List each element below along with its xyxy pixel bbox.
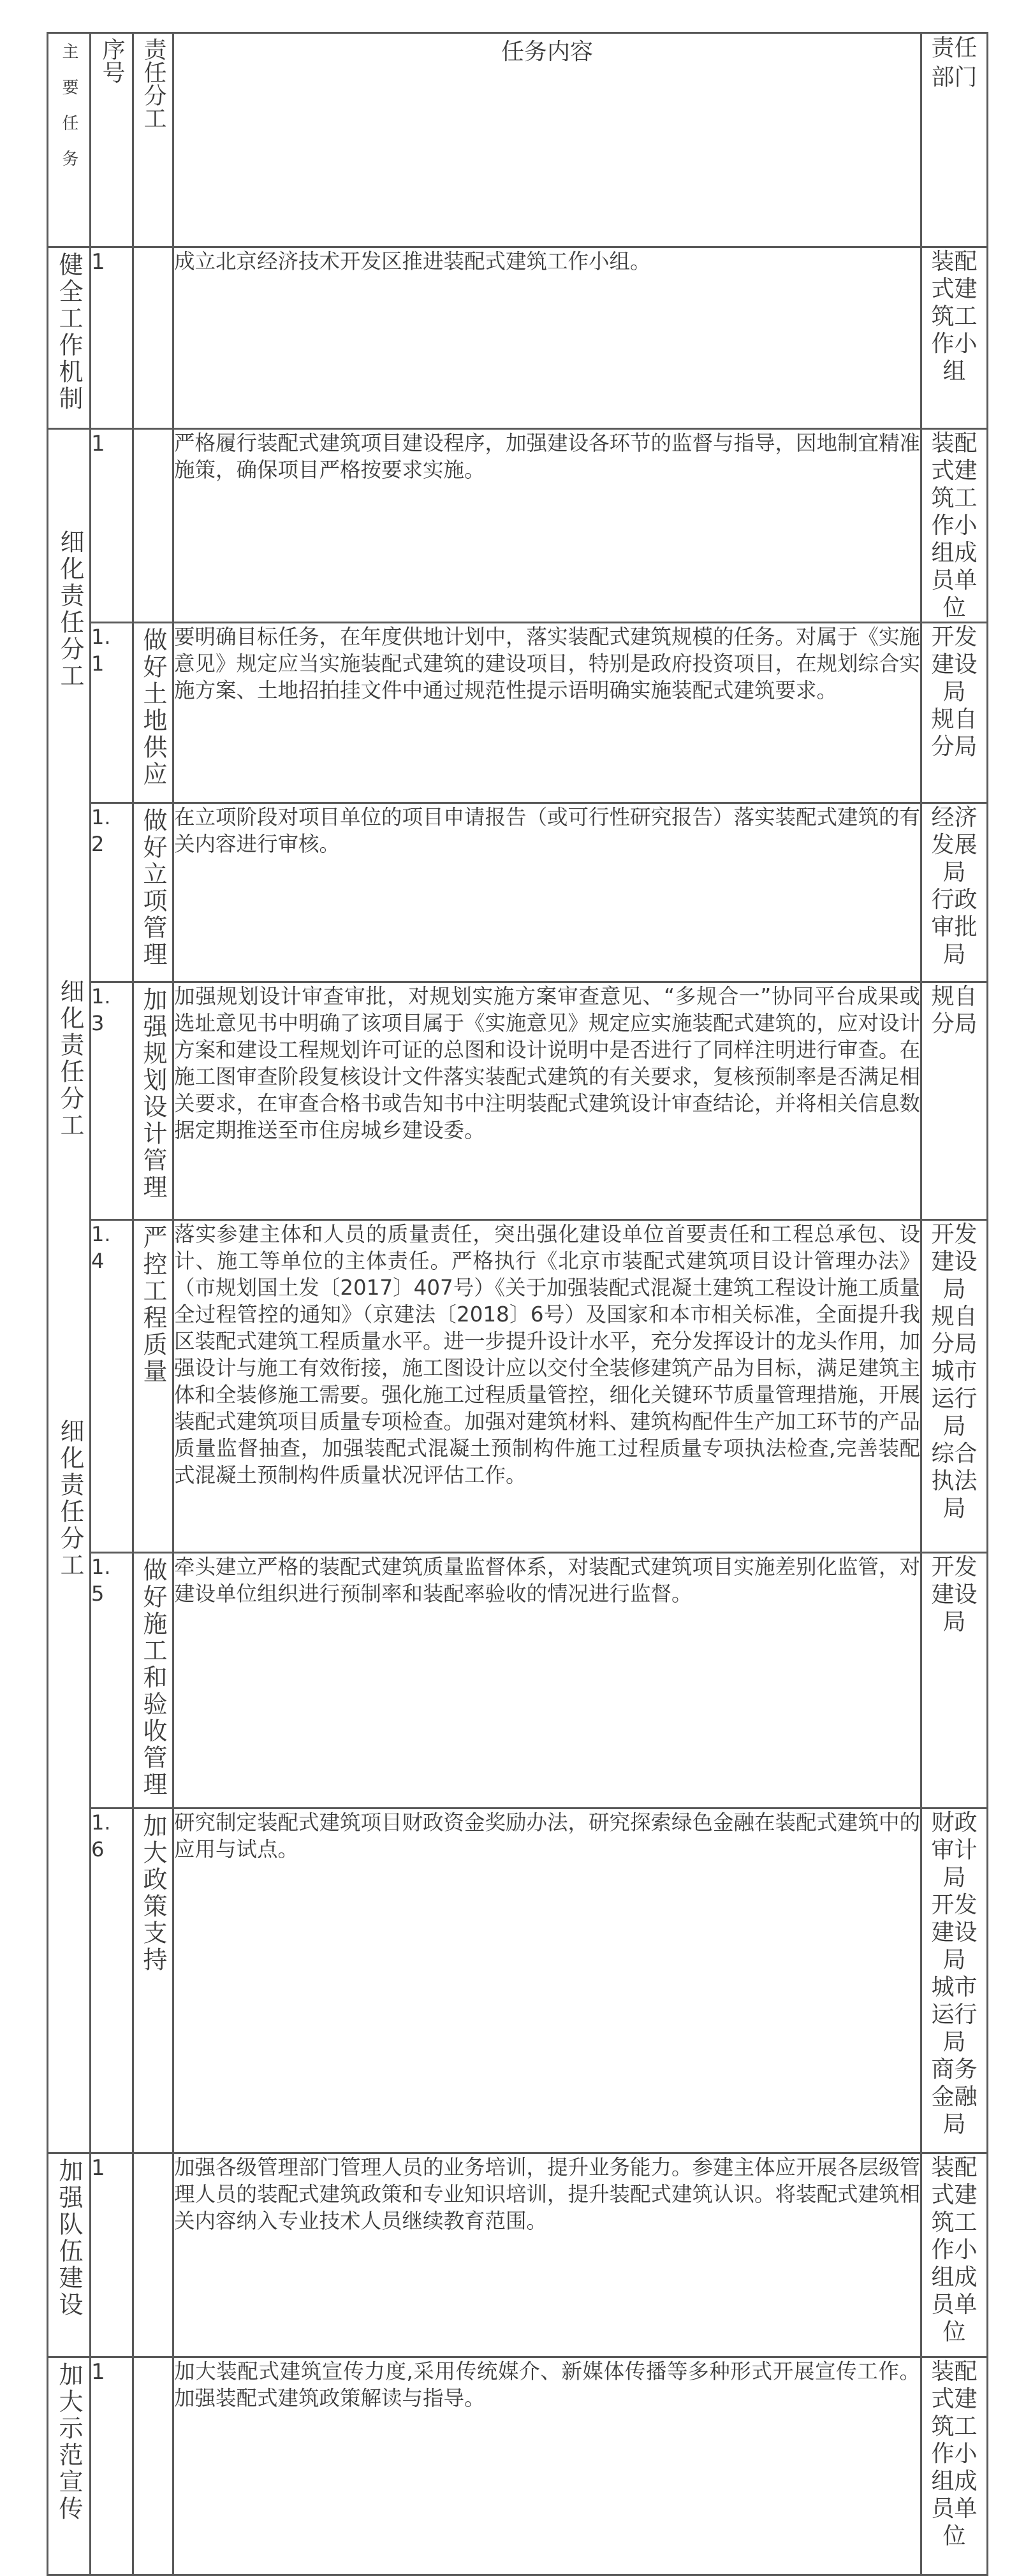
table-row: [48, 2357, 988, 2575]
table-row: [48, 2153, 988, 2357]
header-duty: 责任分工: [133, 33, 173, 247]
table-row: [48, 247, 988, 429]
row-number: 1. 5: [91, 1553, 133, 1808]
row-duty: 做好立项管理: [133, 803, 173, 982]
row-duty: [133, 2153, 173, 2357]
row-number: 1. 6: [91, 1808, 133, 2153]
row-duty: 加强规划设计管理: [133, 982, 173, 1220]
row-content: 加强各级管理部门管理人员的业务培训，提升业务能力。参建主体应开展各层级管理人员的装配式建筑政策和专业知识培训，提升装配式建筑认识。将装配式建筑相关内容纳入专业技术人员继续教育范围。: [173, 2153, 921, 2357]
task-table: [47, 32, 988, 2576]
row-duty: [133, 2357, 173, 2575]
row-number: 1. 2: [91, 803, 133, 982]
row-number: 1. 1: [91, 623, 133, 803]
row-duty: [133, 429, 173, 623]
row-content: 成立北京经济技术开发区推进装配式建筑工作小组。: [173, 247, 921, 429]
row-content: 严格履行装配式建筑项目建设程序，加强建设各环节的监督与指导，因地制宜精准施策，确保项目严格按要求实施。: [173, 429, 921, 623]
row-content: 在立项阶段对项目单位的项目申请报告（或可行性研究报告）落实装配式建筑的有关内容进行审核。: [173, 803, 921, 982]
row-number: 1. 4: [91, 1220, 133, 1553]
header-dept: 责任 部门: [921, 33, 988, 247]
table-row: [48, 429, 988, 623]
row-dept: 开发 建设 局: [921, 1553, 988, 1808]
row-number: 1: [91, 2153, 133, 2357]
row-dept: 规自 分局: [921, 982, 988, 1220]
row-dept: 装配 式建 筑工 作小 组成 员单 位: [921, 2357, 988, 2575]
row-number: 1: [91, 429, 133, 623]
row-number: 1: [91, 2357, 133, 2575]
row-dept: 经济 发展 局 行政 审批 局: [921, 803, 988, 982]
row-dept: 开发 建设 局 规自 分局: [921, 623, 988, 803]
group-cell: 加强队伍建设: [48, 2153, 91, 2357]
table-row: [48, 803, 988, 982]
header-row: [48, 33, 988, 247]
row-duty: 做好土地供应: [133, 623, 173, 803]
row-dept: 装配 式建 筑工 作小 组: [921, 247, 988, 429]
table-row: [48, 1808, 988, 2153]
row-duty: 做好施工和验收管理: [133, 1553, 173, 1808]
row-duty: 严控工程质量: [133, 1220, 173, 1553]
row-content: 要明确目标任务，在年度供地计划中，落实装配式建筑规模的任务。对属于《实施意见》规定应当实施装配式建筑的建设项目，特别是政府投资项目，在规划综合实施方案、土地招拍挂文件中通过规范性提示语明确实施装配式建筑要求。: [173, 623, 921, 803]
row-content: 牵头建立严格的装配式建筑质量监督体系，对装配式建筑项目实施差别化监管，对建设单位组织进行预制率和装配率验收的情况进行监督。: [173, 1553, 921, 1808]
table-row: [48, 1553, 988, 1808]
header-seq: 序号: [91, 33, 133, 247]
row-duty: 加大政策支持: [133, 1808, 173, 2153]
group-label: 细化责任分工: [56, 979, 84, 1139]
group-cell: 加大示范宣传: [48, 2357, 91, 2575]
group-label: 细化责任分工: [56, 1418, 84, 1579]
group-cell: 健全工作机制: [48, 247, 91, 429]
header-main-task: 主要任务: [48, 33, 91, 247]
row-content: 加强规划设计审查审批，对规划实施方案审查意见、“多规合一”协同平台成果或选址意见书中明确了该项目属于《实施意见》规定应实施装配式建筑的，应对设计方案和建设工程规划许可证的总图和设计说明中是否进行了同样注明进行审查。在施工图审查阶段复核设计文件落实装配式建筑的有关要求，复核预制率是否满足相关要求，在审查合格书或告知书中注明装配式建筑设计审查结论，并将相关信息数据定期推送至市住房城乡建设委。: [173, 982, 921, 1220]
table-row: [48, 982, 988, 1220]
table-row: [48, 623, 988, 803]
row-content: 落实参建主体和人员的质量责任，突出强化建设单位首要责任和工程总承包、设计、施工等单位的主体责任。严格执行《北京市装配式建筑项目设计管理办法》（市规划国土发〔2017〕407号）《关于加强装配式混凝土建筑工程设计施工质量全过程管控的通知》（京建法〔2018〕6号）及国家和本市相关标准，全面提升我区装配式建筑工程质量水平。进一步提升设计水平，充分发挥设计的龙头作用，加强设计与施工有效衔接，施工图设计应以交付全装修建筑产品为目标，满足建筑主体和全装修施工需要。强化施工过程质量管控，细化关键环节质量管理措施，开展装配式建筑项目质量专项检查。加强对建筑材料、建筑构配件生产加工环节的产品质量监督抽查，加强装配式混凝土预制构件施工过程质量专项执法检查,完善装配式混凝土预制构件质量状况评估工作。: [173, 1220, 921, 1553]
row-number: 1: [91, 247, 133, 429]
row-dept: 开发 建设 局 规自 分局 城市 运行 局 综合 执法 局: [921, 1220, 988, 1553]
group-label: 细化责任分工: [56, 529, 84, 690]
row-dept: 装配 式建 筑工 作小 组成 员单 位: [921, 2153, 988, 2357]
header-content: 任务内容: [173, 33, 921, 247]
row-content: 研究制定装配式建筑项目财政资金奖励办法，研究探索绿色金融在装配式建筑中的应用与试点。: [173, 1808, 921, 2153]
row-duty: [133, 247, 173, 429]
table-row: [48, 1220, 988, 1553]
row-number: 1. 3: [91, 982, 133, 1220]
row-dept: 财政 审计 局 开发 建设 局 城市 运行 局 商务 金融 局: [921, 1808, 988, 2153]
row-dept: 装配 式建 筑工 作小 组成 员单 位: [921, 429, 988, 623]
row-content: 加大装配式建筑宣传力度,采用传统媒介、新媒体传播等多种形式开展宣传工作。加强装配式建筑政策解读与指导。: [173, 2357, 921, 2575]
